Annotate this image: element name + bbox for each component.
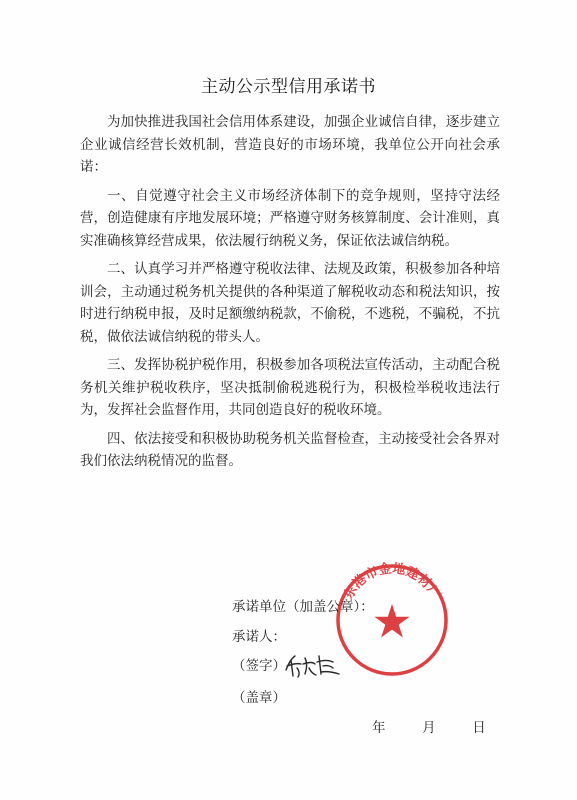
handwritten-signature — [283, 650, 343, 680]
seal-star-icon — [374, 604, 409, 638]
paragraph-commitment-2: 二、认真学习并严格遵守税收法律、法规及政策，积极参加各种培训会，主动通过税务机关提供的各种渠道了解税收动态和税法知识，按时进行纳税申报，及时足额缴纳税款，不偷税，不逃税，不骗税，不抗税，做依法诚信纳税的带头人。 — [80, 261, 500, 345]
official-seal-stamp — [332, 560, 452, 680]
document-body — [80, 111, 500, 479]
commitment-person-label: 承诺人： — [232, 629, 286, 645]
date-month: 月 — [422, 720, 436, 736]
paragraph-intro: 为加快推进我国社会信用体系建设，加强企业诚信自律，逐步建立企业诚信经营长效机制，营造良好的市场环境，我单位公开向社会承诺： — [80, 114, 500, 175]
paragraph-commitment-4: 四、依法接受和积极协助税务机关监督检查，主动接受社会各界对我们依法纳税情况的监督。 — [80, 430, 500, 469]
date-day: 日 — [472, 720, 486, 736]
date-year: 年 — [372, 720, 386, 736]
commitment-unit-label: 承诺单位（加盖公章）： — [232, 599, 374, 615]
stamp-label: （盖章） — [232, 690, 286, 706]
seal-text: 东港市金地建材厂 — [341, 561, 443, 603]
date-line — [372, 716, 486, 736]
paragraph-commitment-1: 一、自觉遵守社会主义市场经济体制下的竞争规则，坚持守法经营，创造健康有序地发展环境；严格遵守财务核算制度、会计准则，真实准确核算经营成果，依法履行纳税义务，保证依法诚信纳税。 — [80, 187, 500, 249]
paragraph-commitment-3: 三、发挥协税护税作用，积极参加各项税法宣传活动，主动配合税务机关维护税收秩序，坚决抵制偷税逃税行为，积极检举税收违法行为，发挥社会监督作用，共同创造良好的税收环境。 — [80, 357, 500, 418]
signature-label: （签字） — [232, 658, 286, 674]
document-title: 主动公示型信用承诺书 — [201, 77, 376, 97]
